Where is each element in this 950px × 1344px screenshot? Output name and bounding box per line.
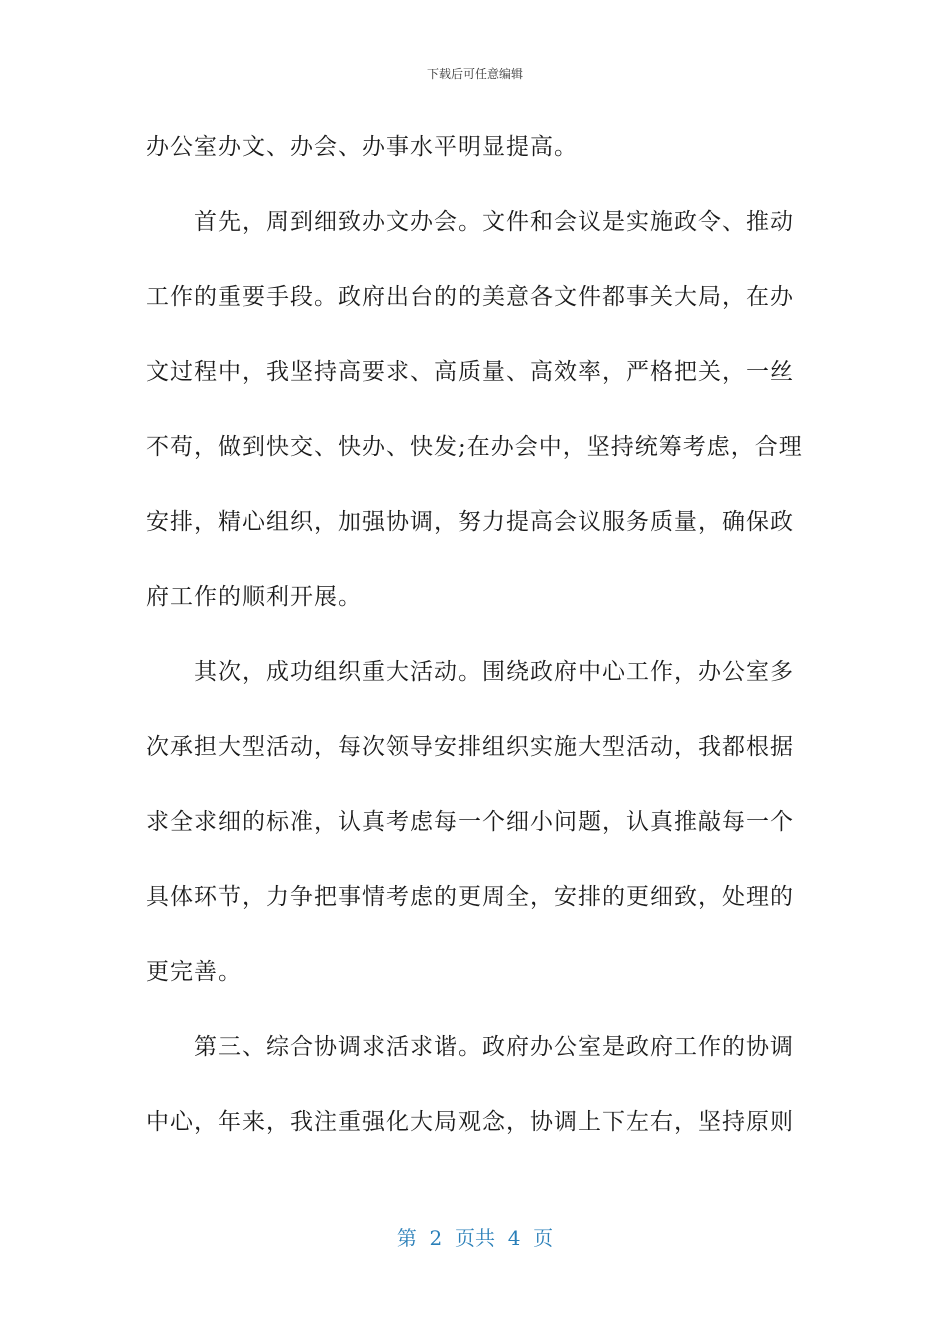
- text-line: 安排，精心组织，加强协调，努力提高会议服务质量，确保政: [146, 509, 794, 535]
- text-line: 不苟，做到快交、快办、快发;在办会中，坚持统筹考虑，合理: [146, 434, 803, 460]
- text-line: 更完善。: [146, 959, 242, 985]
- text-line: 具体环节，力争把事情考虑的更周全，安排的更细致，处理的: [146, 884, 794, 910]
- paragraph-first-line: 首先，周到细致办文办会。文件和会议是实施政令、推动: [194, 209, 794, 235]
- text-line: 求全求细的标准，认真考虑每一个细小问题，认真推敲每一个: [146, 809, 794, 835]
- text-line: 工作的重要手段。政府出台的的美意各文件都事关大局，在办: [146, 284, 794, 310]
- text-line: 中心，年来，我注重强化大局观念，协调上下左右，坚持原则: [146, 1109, 794, 1135]
- text-line: 次承担大型活动，每次领导安排组织实施大型活动，我都根据: [146, 734, 794, 760]
- text-line: 府工作的顺利开展。: [146, 584, 362, 610]
- body-text: [146, 126, 806, 1176]
- text-line: 办公室办文、办会、办事水平明显提高。: [146, 134, 578, 160]
- text-line: 文过程中，我坚持高要求、高质量、高效率，严格把关，一丝: [146, 359, 794, 385]
- paragraph-first-line: 第三、综合协调求活求谐。政府办公室是政府工作的协调: [194, 1034, 794, 1060]
- page-footer: 第 2 页共 4 页: [396, 1226, 554, 1250]
- paragraph-first-line: 其次，成功组织重大活动。围绕政府中心工作，办公室多: [194, 659, 794, 685]
- page-header: 下载后可任意编辑: [426, 67, 523, 81]
